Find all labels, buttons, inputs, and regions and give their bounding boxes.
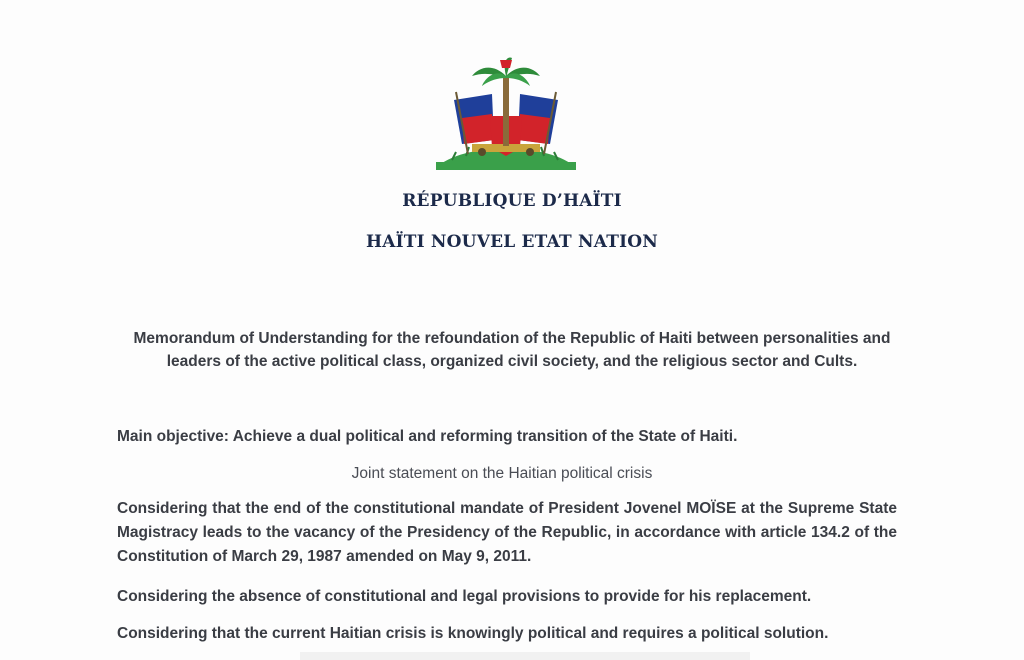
memorandum-heading: Memorandum of Understanding for the refoundation of the Republic of Haiti between personalities and leaders of the active political class, organized civil society, and the religious sector and Cults. — [133, 330, 891, 370]
nation-subtitle: HAÏTI NOUVEL ETAT NATION — [366, 232, 658, 252]
main-objective: Main objective: Achieve a dual political and reforming transition of the State of Haiti. — [117, 428, 738, 445]
haiti-coat-of-arms-icon — [432, 56, 580, 172]
joint-statement-title: Joint statement on the Haitian political crisis — [351, 465, 653, 482]
republic-title: RÉPUBLIQUE D’HAÏTI — [402, 191, 622, 211]
considering-paragraph-2: Considering the absence of constitutional and legal provisions to provide for his replacement. — [117, 588, 812, 605]
considering-paragraph-1: Considering that the end of the constitutional mandate of President Jovenel MOÏSE at the Supreme State Magistracy leads to the vacancy of the Presidency of the Republic, in accordance with article 134.2 of the Constitution of March 29, 1987 amended on May 9, 2011. — [117, 500, 897, 565]
scan-shadow — [300, 652, 750, 660]
considering-paragraph-3: Considering that the current Haitian crisis is knowingly political and requires a political solution. — [117, 625, 829, 642]
